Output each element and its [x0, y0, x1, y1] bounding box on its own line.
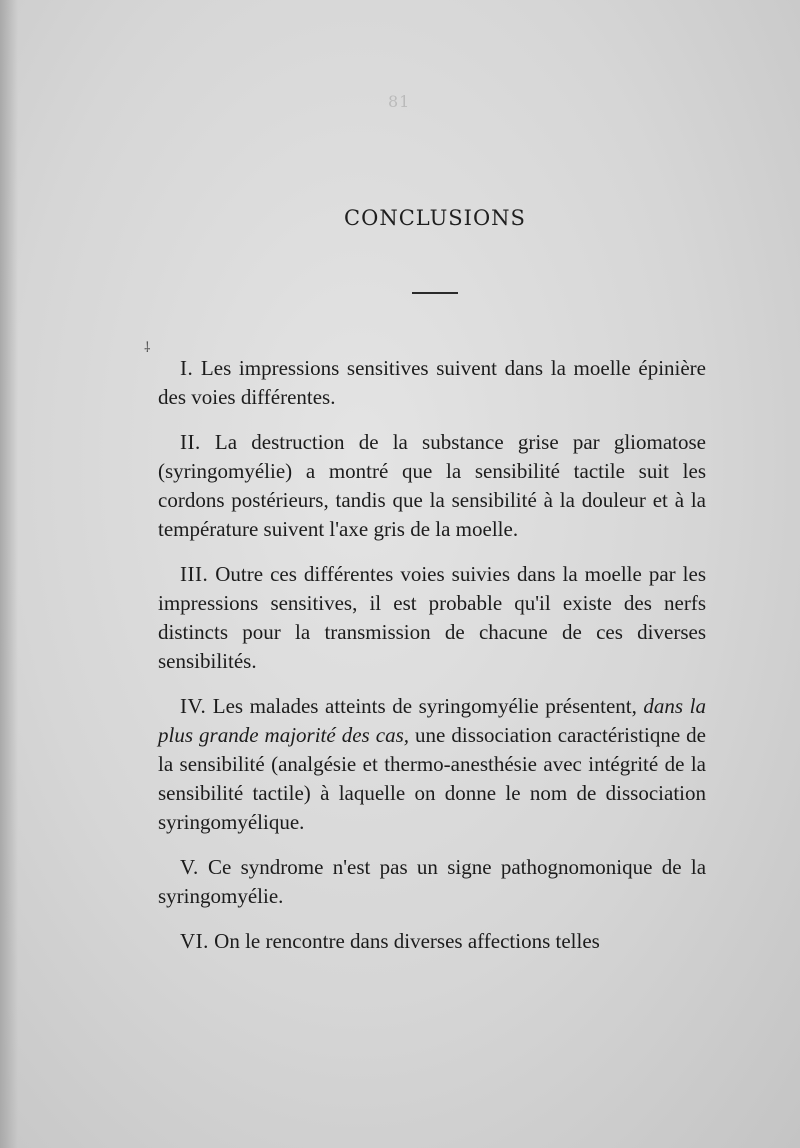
section-heading: CONCLUSIONS — [344, 206, 526, 230]
conclusion-paragraph-3 — [158, 560, 706, 676]
paragraph-text: Outre ces différentes voies suivies dans la moelle par les impressions sensitives, il est probable qu'il existe des nerfs distincts pour la transmission de chacune de ces diverses sensibilités. — [158, 562, 706, 673]
heading-rule — [412, 292, 458, 294]
paragraph-number: I. — [180, 356, 194, 380]
paragraph-number: V. — [180, 855, 199, 879]
margin-mark: ⸸ — [144, 340, 151, 356]
paragraph-number: II. — [180, 430, 201, 454]
paragraph-number: III. — [180, 562, 209, 586]
paragraph-text: Les malades atteints de syringomyélie présentent, — [212, 694, 637, 718]
paragraph-text: On le rencontre dans diverses affections telles — [214, 929, 600, 953]
paragraph-text: Les impressions sensitives suivent dans la moelle épinière des voies différentes. — [158, 356, 706, 409]
paragraph-text: une dissociation caractéristiqne de la sensibilité (analgésie et thermo-anesthésie avec intégrité de la sensibilité tactile) à laquelle on donne le nom de dissociation syringomyélique. — [158, 723, 706, 834]
paragraph-text: La destruction de la substance grise par gliomatose (syringomyélie) a montré que la sensibilité tactile suit les cordons postérieurs, tandis que la sensibilité à la douleur et à la température suivent l'axe gris de la moelle. — [158, 430, 706, 541]
conclusion-paragraph-6 — [158, 927, 706, 956]
conclusion-paragraph-4 — [158, 692, 706, 837]
paragraph-number: VI. — [180, 929, 209, 953]
page-number: 81 — [388, 92, 411, 111]
conclusion-paragraph-1 — [158, 354, 706, 412]
conclusions-text — [158, 354, 706, 972]
paragraph-number: IV. — [180, 694, 207, 718]
page-edge-shadow — [0, 0, 18, 1148]
conclusion-paragraph-5 — [158, 853, 706, 911]
paragraph-emphasis: dans la plus grande majorité des cas, — [158, 694, 706, 747]
conclusion-paragraph-2 — [158, 428, 706, 544]
paragraph-text: Ce syndrome n'est pas un signe pathognomonique de la syringomyélie. — [158, 855, 707, 908]
